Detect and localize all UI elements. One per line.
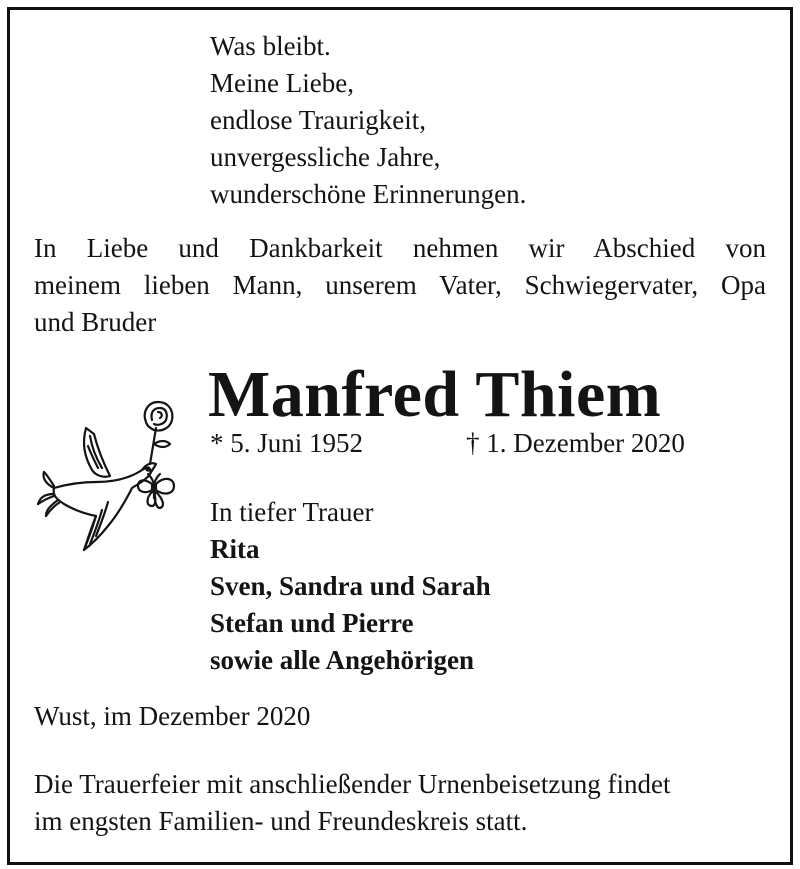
ceremony-note (34, 766, 671, 840)
mourning-intro: In tiefer Trauer (210, 497, 374, 527)
dove-with-rose-icon (34, 398, 186, 570)
farewell-line: In Liebe und Dankbarkeit nehmen wir Abschied von (34, 233, 766, 263)
place-date: Wust, im Dezember 2020 (34, 701, 311, 731)
farewell-line: und Bruder (34, 307, 157, 337)
birth-date: * 5. Juni 1952 (210, 428, 364, 458)
ceremony-note-line: im engsten Familien- und Freundeskreis statt. (34, 806, 528, 836)
mourner-name: Sven, Sandra und Sarah (210, 571, 491, 601)
poem-line: endlose Traurigkeit, (210, 105, 426, 135)
ceremony-note-line: Die Trauerfeier mit anschließender Urnenbeisetzung findet (34, 769, 671, 799)
farewell-text (34, 230, 766, 341)
poem (210, 28, 526, 213)
poem-line: unvergessliche Jahre, (210, 142, 441, 172)
poem-line: wunderschöne Erinnerungen. (210, 179, 527, 209)
death-date: † 1. Dezember 2020 (466, 428, 685, 458)
mourner-name: Rita (210, 534, 260, 564)
poem-line: Was bleibt. (210, 31, 331, 61)
mourner-name: sowie alle Angehörigen (210, 645, 474, 675)
mourners-block (210, 494, 491, 679)
mourner-name: Stefan und Pierre (210, 608, 414, 638)
poem-line: Meine Liebe, (210, 68, 354, 98)
farewell-line: meinem lieben Mann, unserem Vater, Schwiegervater, Opa (34, 270, 766, 300)
deceased-name: Manfred Thiem (208, 358, 662, 431)
